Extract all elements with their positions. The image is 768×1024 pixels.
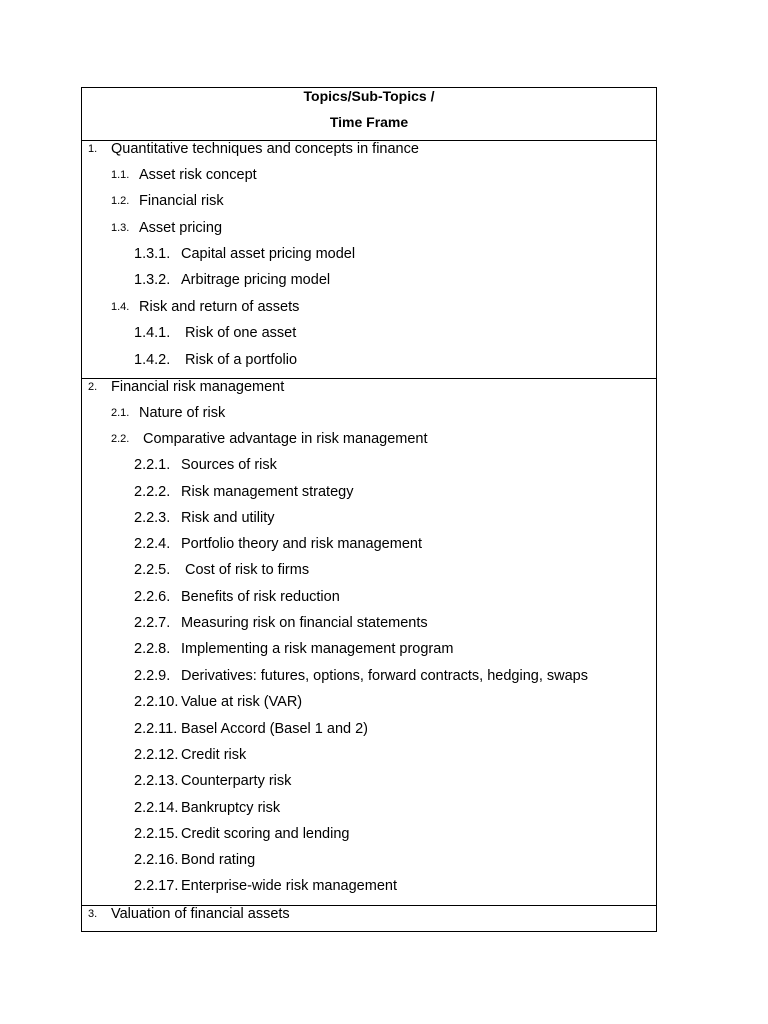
item-number: 2.2.4.	[134, 536, 171, 552]
item-number: 2.2.12.	[134, 747, 179, 763]
section-number: 2.	[88, 381, 98, 393]
item-number: 1.2.	[111, 195, 130, 207]
item-text: Derivatives: futures, options, forward contracts, hedging, swaps	[181, 668, 588, 684]
item-number: 2.1.	[111, 407, 130, 419]
item-number: 2.2.5.	[134, 562, 171, 578]
item-number: 2.2.	[111, 433, 130, 445]
item-text: Cost of risk to firms	[185, 562, 310, 578]
section-title: Financial risk management	[111, 379, 285, 395]
section-title: Valuation of financial assets	[111, 906, 290, 922]
item-number: 2.2.6.	[134, 589, 171, 605]
item-text: Benefits of risk reduction	[181, 589, 340, 605]
table-header-line-2: Time Frame	[329, 114, 409, 130]
item-text: Credit scoring and lending	[181, 826, 350, 842]
item-number: 2.2.14.	[134, 800, 179, 816]
item-number: 2.2.1.	[134, 457, 171, 473]
item-text: Enterprise-wide risk management	[181, 878, 397, 894]
item-text: Risk of one asset	[185, 325, 297, 341]
item-number: 1.3.	[111, 222, 130, 234]
section-title: Quantitative techniques and concepts in finance	[111, 141, 419, 157]
item-number: 2.2.16.	[134, 852, 179, 868]
item-text: Bond rating	[181, 852, 256, 868]
item-number: 2.2.2.	[134, 484, 171, 500]
table-header-line-1: Topics/Sub-Topics /	[303, 88, 435, 104]
item-number: 1.4.2.	[134, 352, 171, 368]
section-number: 1.	[88, 143, 98, 155]
item-text: Risk of a portfolio	[185, 352, 298, 368]
item-text: Arbitrage pricing model	[181, 272, 331, 288]
item-text: Portfolio theory and risk management	[181, 536, 422, 552]
section-number: 3.	[88, 908, 98, 920]
item-text: Risk and return of assets	[139, 299, 300, 315]
item-text: Capital asset pricing model	[181, 246, 356, 262]
item-number: 1.4.1.	[134, 325, 171, 341]
item-number: 1.3.1.	[134, 246, 171, 262]
item-text: Nature of risk	[139, 405, 226, 421]
item-text: Financial risk	[139, 193, 224, 209]
item-text: Risk and utility	[181, 510, 275, 526]
item-number: 1.3.2.	[134, 272, 171, 288]
item-text: Implementing a risk management program	[181, 641, 454, 657]
item-text: Counterparty risk	[181, 773, 292, 789]
item-number: 2.2.15.	[134, 826, 179, 842]
item-text: Risk management strategy	[181, 484, 354, 500]
item-text: Credit risk	[181, 747, 247, 763]
item-number: 2.2.11.	[134, 721, 178, 737]
item-number: 2.2.3.	[134, 510, 171, 526]
item-text: Value at risk (VAR)	[181, 694, 303, 710]
item-number: 2.2.17.	[134, 878, 179, 894]
item-number: 1.1.	[111, 169, 130, 181]
item-text: Comparative advantage in risk management	[143, 431, 428, 447]
item-text: Measuring risk on financial statements	[181, 615, 428, 631]
item-text: Asset risk concept	[139, 167, 257, 183]
item-text: Asset pricing	[139, 220, 223, 236]
item-number: 2.2.8.	[134, 641, 171, 657]
item-number: 2.2.7.	[134, 615, 171, 631]
item-number: 2.2.10.	[134, 694, 179, 710]
item-text: Bankruptcy risk	[181, 800, 281, 816]
item-text: Basel Accord (Basel 1 and 2)	[181, 721, 368, 737]
item-number: 2.2.9.	[134, 668, 171, 684]
item-number: 1.4.	[111, 301, 130, 313]
item-text: Sources of risk	[181, 457, 277, 473]
item-number: 2.2.13.	[134, 773, 179, 789]
